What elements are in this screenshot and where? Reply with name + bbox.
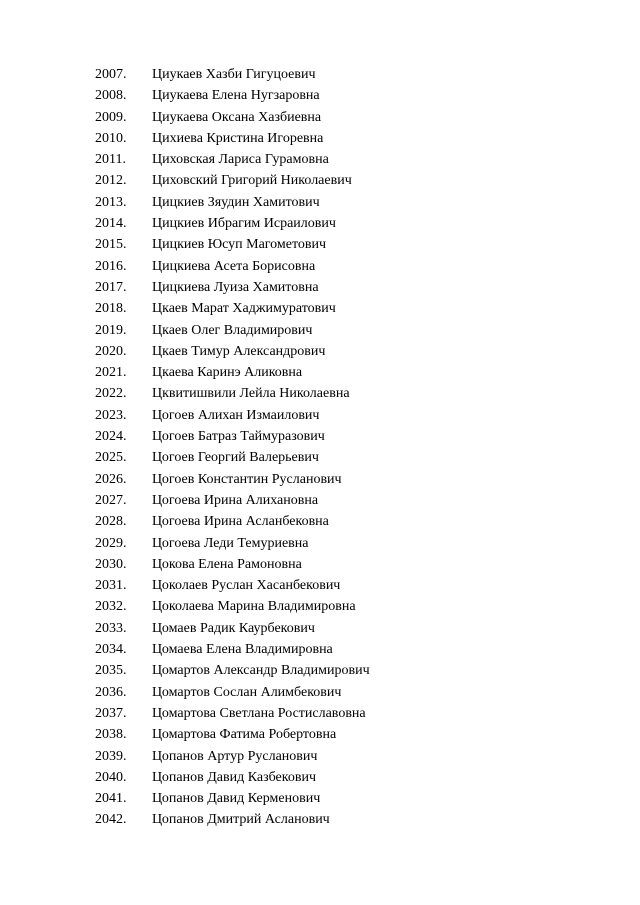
list-item [95,660,575,681]
list-item [95,405,575,426]
list-item [95,320,575,341]
list-item [95,149,575,170]
entry-full-name: Цицкиева Асета Борисовна [152,258,316,274]
list-item [95,809,575,830]
entry-number: 2038. [95,727,127,743]
list-item [95,170,575,191]
entry-full-name: Цицкиева Луиза Хамитовна [152,279,319,295]
list-item [95,362,575,383]
entry-number: 2012. [95,173,127,189]
entry-full-name: Цоколаев Руслан Хасанбекович [152,578,341,594]
list-item [95,682,575,703]
entry-full-name: Цомартова Фатима Робертовна [152,727,337,743]
entry-number: 2019. [95,322,127,338]
list-item [95,767,575,788]
list-item [95,234,575,255]
entry-full-name: Цкаев Марат Хаджимуратович [152,301,336,317]
entry-full-name: Цокова Елена Рамоновна [152,556,302,572]
entry-number: 2022. [95,386,127,402]
entry-number: 2010. [95,130,127,146]
entry-full-name: Циукаева Оксана Хазбиевна [152,109,322,125]
entry-full-name: Циховский Григорий Николаевич [152,173,352,189]
entry-full-name: Цомартов Александр Владимирович [152,663,370,679]
list-item [95,618,575,639]
entry-full-name: Цопанов Дмитрий Асланович [152,812,330,828]
entry-full-name: Цкаев Тимур Александрович [152,343,326,359]
name-list [95,64,575,831]
entry-number: 2029. [95,535,127,551]
entry-number: 2020. [95,343,127,359]
list-item [95,703,575,724]
entry-number: 2016. [95,258,127,274]
entry-full-name: Цомаева Елена Владимировна [152,642,333,658]
list-item [95,554,575,575]
entry-number: 2035. [95,663,127,679]
entry-number: 2009. [95,109,127,125]
entry-full-name: Цогоев Константин Русланович [152,471,342,487]
list-item [95,192,575,213]
entry-full-name: Цквитишвили Лейла Николаевна [152,386,350,402]
entry-full-name: Цомартов Сослан Алимбекович [152,684,342,700]
entry-full-name: Цопанов Давид Керменович [152,791,321,807]
entry-number: 2013. [95,194,127,210]
entry-number: 2021. [95,365,127,381]
entry-full-name: Циукаев Хазби Гигуцоевич [152,67,316,82]
list-item [95,447,575,468]
entry-full-name: Циукаева Елена Нугзаровна [152,88,320,104]
entry-number: 2025. [95,450,127,466]
list-item [95,85,575,106]
list-item [95,256,575,277]
entry-number: 2018. [95,301,127,317]
entry-number: 2024. [95,429,127,445]
entry-full-name: Цогоев Алихан Измаилович [152,407,320,423]
list-item [95,596,575,617]
list-item [95,490,575,511]
entry-number: 2040. [95,769,127,785]
entry-number: 2028. [95,514,127,530]
entry-full-name: Цогоев Георгий Валерьевич [152,450,319,466]
entry-full-name: Цопанов Давид Казбекович [152,769,317,785]
list-item [95,64,575,85]
list-item [95,469,575,490]
entry-number: 2037. [95,705,127,721]
list-item [95,426,575,447]
entry-number: 2036. [95,684,127,700]
list-item [95,533,575,554]
entry-full-name: Цогоева Ирина Асланбековна [152,514,329,530]
entry-number: 2039. [95,748,127,764]
list-item [95,213,575,234]
list-item [95,341,575,362]
entry-number: 2041. [95,791,127,807]
entry-full-name: Цогоев Батраз Таймуразович [152,429,325,445]
list-item [95,639,575,660]
entry-number: 2011. [95,152,126,168]
entry-full-name: Цоколаева Марина Владимировна [152,599,356,615]
list-item [95,746,575,767]
list-item [95,383,575,404]
list-item [95,128,575,149]
entry-full-name: Цицкиев Ибрагим Исраилович [152,216,336,232]
entry-number: 2027. [95,492,127,508]
list-item [95,575,575,596]
entry-full-name: Цихиева Кристина Игоревна [152,130,324,146]
entry-number: 2014. [95,216,127,232]
entry-number: 2033. [95,620,127,636]
entry-number: 2031. [95,578,127,594]
entry-full-name: Цкаева Каринэ Аликовна [152,365,303,381]
entry-number: 2023. [95,407,127,423]
entry-full-name: Цицкиев Зяудин Хамитович [152,194,320,210]
entry-number: 2015. [95,237,127,253]
entry-full-name: Цомаев Радик Каурбекович [152,620,315,636]
entry-full-name: Циховская Лариса Гурамовна [152,152,329,168]
entry-full-name: Цогоева Ирина Алихановна [152,492,319,508]
entry-number: 2026. [95,471,127,487]
list-item [95,724,575,745]
entry-number: 2008. [95,88,127,104]
entry-full-name: Цкаев Олег Владимирович [152,322,313,338]
entry-full-name: Цогоева Леди Темуриевна [152,535,309,551]
entry-full-name: Цомартова Светлана Ростиславовна [152,705,366,721]
entry-number: 2030. [95,556,127,572]
entry-number: 2017. [95,279,127,295]
list-item [95,788,575,809]
entry-full-name: Цицкиев Юсуп Магометович [152,237,327,253]
entry-full-name: Цопанов Артур Русланович [152,748,318,764]
list-item [95,298,575,319]
list-item [95,107,575,128]
entry-number: 2042. [95,812,127,828]
entry-number: 2034. [95,642,127,658]
entry-number: 2032. [95,599,127,615]
entry-number: 2007. [95,67,127,82]
list-item [95,277,575,298]
list-item [95,511,575,532]
